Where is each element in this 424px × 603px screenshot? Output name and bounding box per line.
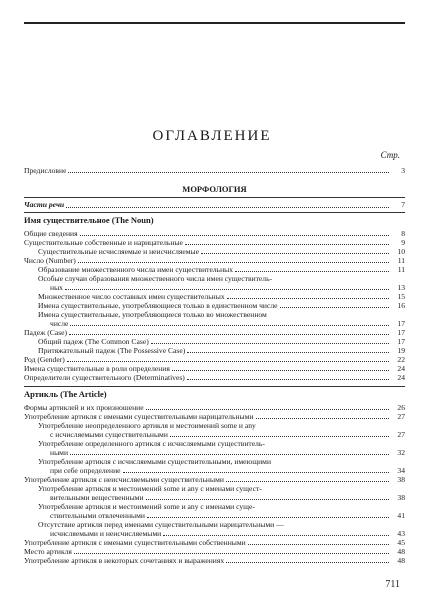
toc-entry-title: Существительные исчисляемые и неисчисляемые xyxy=(38,247,200,256)
toc-entry-continued xyxy=(24,448,405,457)
toc-entry-continued xyxy=(24,493,405,502)
toc-entry-title-cont: с исчисляемыми существительными xyxy=(50,430,168,439)
toc-entry xyxy=(24,421,405,430)
toc-entry-title: Род (Gender) xyxy=(24,355,65,364)
toc-entry xyxy=(24,547,405,556)
top-rule xyxy=(24,22,405,24)
toc-entry-page: 8 xyxy=(401,229,405,238)
toc-entry-continued xyxy=(24,430,405,439)
toc-entry-title: Употребление неопределенного артикля и местоимений some и any xyxy=(38,421,256,430)
toc-entry-page: 17 xyxy=(397,328,405,337)
toc-entry-page: 13 xyxy=(397,283,405,292)
toc-entry xyxy=(24,364,405,373)
toc-entry-title: Употребление артикля и местоимений some и any с именами суще- xyxy=(38,502,255,511)
toc-entry-title-cont: ных xyxy=(50,283,63,292)
toc-entry-title: Образование множественного числа имен существительных xyxy=(38,265,234,274)
toc-entry-continued xyxy=(24,283,405,292)
toc-entry xyxy=(24,256,405,265)
toc-entry-title: Формы артиклей и их произношение xyxy=(24,403,144,412)
toc-entry-page: 27 xyxy=(397,430,405,439)
toc-entry-page: 19 xyxy=(397,346,405,355)
toc-entry-title: Части речи xyxy=(24,200,65,209)
toc-entry xyxy=(24,166,405,175)
toc-entry xyxy=(24,502,405,511)
toc-entry-title: Употребление артикля с именами существительными собственными xyxy=(24,538,246,547)
toc-entry-page: 7 xyxy=(401,200,405,209)
toc-entry-page: 22 xyxy=(397,355,405,364)
chapter-heading: Имя существительное (The Noun) xyxy=(24,215,154,225)
toc-entry-title: Отсутствие артикля перед именами существительными нарицательными — xyxy=(38,520,284,529)
toc-entry xyxy=(24,337,405,346)
page-column-header: Стр. xyxy=(380,150,400,160)
toc-entry-title: Множественное число составных имен существительных xyxy=(38,292,225,301)
toc-entry xyxy=(24,457,405,466)
toc-entry-page: 9 xyxy=(401,238,405,247)
toc-entry-page: 3 xyxy=(401,166,405,175)
toc-entry xyxy=(24,238,405,247)
toc-entry xyxy=(24,355,405,364)
toc-entry xyxy=(24,346,405,355)
toc-entry-title-cont: исчисляемыми и неисчисляемыми xyxy=(50,529,162,538)
toc-entry xyxy=(24,229,405,238)
toc-entry xyxy=(24,556,405,565)
toc-entry xyxy=(24,265,405,274)
toc-entry-title-cont: ствительными отвлеченными xyxy=(50,511,145,520)
toc-list xyxy=(24,166,405,565)
chapter-heading: Артикль (The Article) xyxy=(24,389,107,399)
toc-entry xyxy=(24,520,405,529)
toc-entry-page: 45 xyxy=(397,538,405,547)
toc-entry xyxy=(24,373,405,382)
toc-entry-page: 17 xyxy=(397,319,405,328)
toc-entry-title: Особые случаи образования множественного числа имен существитель- xyxy=(38,274,273,283)
toc-entry-page: 41 xyxy=(397,511,405,520)
toc-entry xyxy=(24,274,405,283)
toc-entry xyxy=(24,439,405,448)
toc-entry-title: Употребление определенного артикля с исчисляемыми существитель- xyxy=(38,439,265,448)
toc-entry-page: 26 xyxy=(397,403,405,412)
toc-entry-page: 34 xyxy=(397,466,405,475)
toc-entry-page: 43 xyxy=(397,529,405,538)
divider xyxy=(24,386,405,387)
divider xyxy=(24,212,405,213)
toc-entry-title: Употребление артикля с неисчисляемыми существительными xyxy=(24,475,224,484)
toc-entry-title: Общие сведения xyxy=(24,229,78,238)
toc-entry xyxy=(24,484,405,493)
toc-entry-page: 27 xyxy=(397,412,405,421)
toc-entry-title: Общий падеж (The Common Case) xyxy=(38,337,149,346)
toc-entry xyxy=(24,403,405,412)
toc-entry xyxy=(24,301,405,310)
toc-entry-title: Определители существительного (Determinatives) xyxy=(24,373,185,382)
toc-entry-page: 10 xyxy=(397,247,405,256)
toc-entry xyxy=(24,328,405,337)
toc-entry xyxy=(24,292,405,301)
toc-entry xyxy=(24,200,405,210)
toc-entry-title: Имена существительные, употребляющиеся только во множественном xyxy=(38,310,267,319)
toc-entry-page: 11 xyxy=(397,256,405,265)
toc-entry-page: 24 xyxy=(397,364,405,373)
toc-entry xyxy=(24,538,405,547)
toc-entry-page: 16 xyxy=(397,301,405,310)
toc-entry-page: 38 xyxy=(397,475,405,484)
toc-entry-page: 38 xyxy=(397,493,405,502)
toc-entry-title: Употребление артикля с именами существительными нарицательными xyxy=(24,412,254,421)
toc-entry-page: 32 xyxy=(397,448,405,457)
toc-entry-page: 24 xyxy=(397,373,405,382)
toc-entry xyxy=(24,475,405,484)
toc-entry-page: 48 xyxy=(397,547,405,556)
toc-entry-title: Притяжательный падеж (The Possessive Case) xyxy=(38,346,186,355)
toc-entry-title: Существительные собственные и нарицательные xyxy=(24,238,183,247)
toc-entry-page: 11 xyxy=(397,265,405,274)
toc-entry-continued xyxy=(24,511,405,520)
toc-entry-title: Употребление артикля в некоторых сочетаниях и выражениях xyxy=(24,556,225,565)
toc-entry-title: Имена существительные, употребляющиеся только в единственном числе xyxy=(38,301,278,310)
divider xyxy=(24,197,405,198)
toc-entry-continued xyxy=(24,319,405,328)
toc-entry-page: 17 xyxy=(397,337,405,346)
page-title: ОГЛАВЛЕНИЕ xyxy=(152,128,272,144)
toc-entry-title: Предисловие xyxy=(24,166,67,175)
toc-entry-continued xyxy=(24,466,405,475)
toc-entry-page: 15 xyxy=(397,292,405,301)
toc-entry-title: Употребление артикля и местоимений some и any с именами сущест- xyxy=(38,484,262,493)
toc-entry xyxy=(24,412,405,421)
toc-entry-title: Употребление артикля с исчисляемыми существительными, имеющими xyxy=(38,457,272,466)
toc-entry-title-cont: при себе определение xyxy=(50,466,121,475)
toc-entry-title: Падеж (Case) xyxy=(24,328,68,337)
toc-entry-title-cont: ными xyxy=(50,448,69,457)
toc-entry-title: Число (Number) xyxy=(24,256,76,265)
toc-entry-title-cont: числе xyxy=(50,319,69,328)
toc-entry-title: Место артикля xyxy=(24,547,72,556)
section-heading: МОРФОЛОГИЯ xyxy=(182,184,247,194)
toc-entry xyxy=(24,247,405,256)
toc-entry-title: Имена существительные в роли определения xyxy=(24,364,170,373)
page-number: 711 xyxy=(385,579,400,590)
toc-entry-title-cont: вительными вещественными xyxy=(50,493,144,502)
toc-entry xyxy=(24,310,405,319)
toc-entry-continued xyxy=(24,529,405,538)
toc-entry-page: 48 xyxy=(397,556,405,565)
